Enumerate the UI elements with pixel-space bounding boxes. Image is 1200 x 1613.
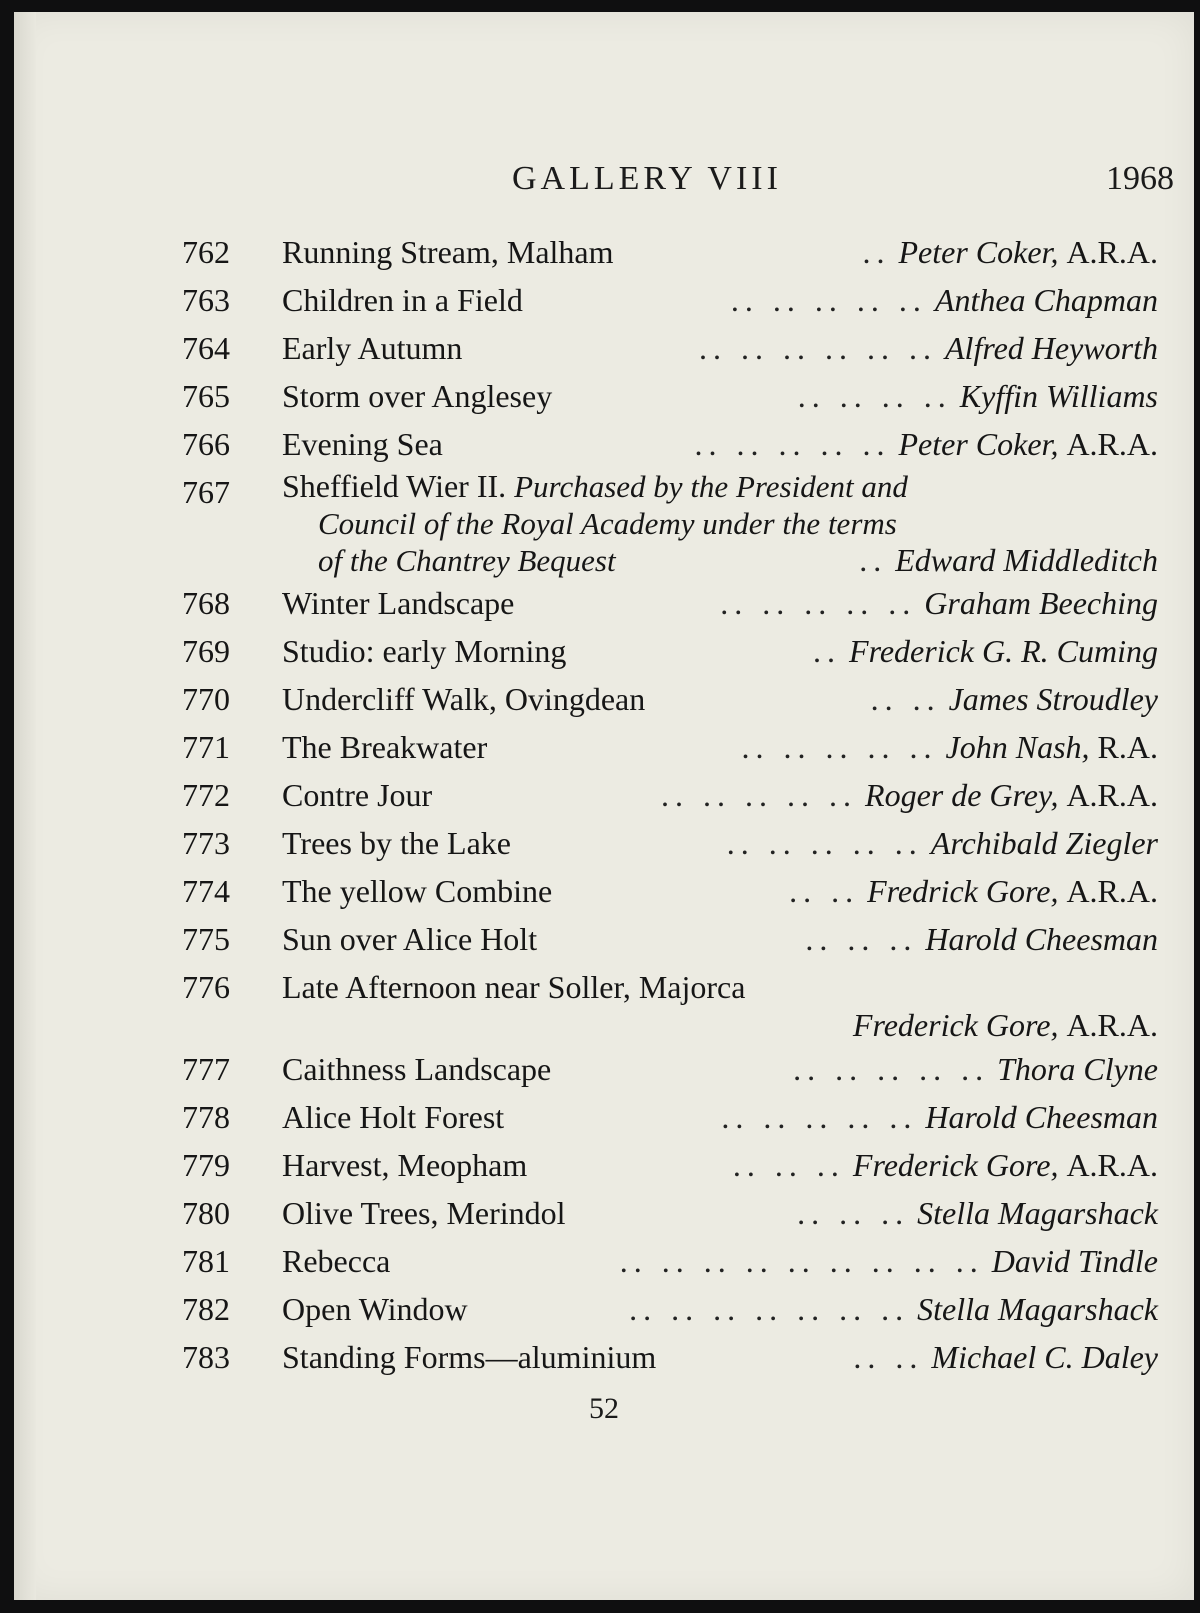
catalogue-entry <box>14 1333 1194 1381</box>
entry-note: Purchased by the President and <box>514 469 908 504</box>
artist-name: Roger de Grey, <box>865 777 1059 813</box>
catalogue-entry <box>14 324 1194 372</box>
page-number: 52 <box>589 1392 619 1425</box>
entry-artist <box>898 228 1158 276</box>
leader-dots: .. .. <box>870 681 941 717</box>
page-edge <box>14 12 36 1600</box>
entry-title: Contre Jour <box>282 777 433 813</box>
entry-number: 765 <box>182 378 230 414</box>
artist-name: Michael C. Daley <box>931 1339 1158 1375</box>
entry-number: 764 <box>182 330 230 366</box>
catalogue-entry <box>14 627 1194 675</box>
catalogue-entry <box>14 579 1194 627</box>
entry-artist <box>865 771 1158 819</box>
entry-title: Sun over Alice Holt <box>282 921 538 957</box>
leader-dots: .. .. <box>789 873 860 909</box>
artist-name: Harold Cheesman <box>925 1099 1158 1135</box>
gallery-title: GALLERY VIII <box>512 160 782 197</box>
artist-name: Graham Beeching <box>924 585 1158 621</box>
artist-honour: A.R.A. <box>1066 1147 1158 1183</box>
entry-number: 775 <box>182 921 230 957</box>
catalogue-entry <box>14 276 1194 324</box>
artist-name: Harold Cheesman <box>925 921 1158 957</box>
entry-artist <box>917 1189 1158 1237</box>
artist-name: John Nash, <box>945 729 1090 765</box>
entry-title: Early Autumn <box>282 330 463 366</box>
entry-artist <box>931 819 1158 867</box>
leader-dots: .. .. .. <box>732 1147 845 1183</box>
leader-dots: .. .. .. .. .. <box>720 585 917 621</box>
entry-title: Harvest, Meopham <box>282 1147 528 1183</box>
leader-dots: .. <box>862 234 891 270</box>
catalogue-entry <box>14 1093 1194 1141</box>
catalogue-entry <box>14 819 1194 867</box>
catalogue-entry <box>14 723 1194 771</box>
artist-honour: A.R.A. <box>1066 426 1158 462</box>
entry-title: Rebecca <box>282 1243 391 1279</box>
entry-title: Studio: early Morning <box>282 633 567 669</box>
catalogue-entry <box>14 1045 1194 1093</box>
entry-title: Open Window <box>282 1291 468 1327</box>
artist-name: Thora Clyne <box>997 1051 1158 1087</box>
artist-name: Frederick G. R. Cuming <box>849 633 1158 669</box>
entry-number: 776 <box>182 969 230 1005</box>
catalogue-entry <box>14 1189 1194 1237</box>
entry-number: 781 <box>182 1243 230 1279</box>
catalogue-entry <box>14 867 1194 915</box>
leader-dots: .. <box>859 542 888 578</box>
leader-dots: .. .. .. .. .. <box>661 777 858 813</box>
entry-number: 769 <box>182 633 230 669</box>
entry-title: The yellow Combine <box>282 873 553 909</box>
entry-artist <box>960 372 1158 420</box>
artist-name: James Stroudley <box>948 681 1158 717</box>
artist-name: David Tindle <box>991 1243 1158 1279</box>
catalogue-entry <box>14 771 1194 819</box>
artist-name: Frederick Gore, <box>852 1007 1059 1043</box>
artist-name: Archibald Ziegler <box>930 825 1158 861</box>
artist-honour: A.R.A. <box>1066 873 1158 909</box>
leader-dots: .. .. .. .. .. <box>726 825 923 861</box>
artist-name: Frederick Gore, <box>852 1147 1059 1183</box>
leader-dots: .. .. .. <box>805 921 918 957</box>
entry-number: 782 <box>182 1291 230 1327</box>
entry-number: 779 <box>182 1147 230 1183</box>
entry-number: 772 <box>182 777 230 813</box>
entry-title: Undercliff Walk, Ovingdean <box>282 681 646 717</box>
entry-title: Winter Landscape <box>282 585 515 621</box>
entry-artist <box>853 1141 1158 1189</box>
entry-artist <box>917 1285 1158 1333</box>
leader-dots: .. .. .. .. .. <box>793 1051 990 1087</box>
entry-title: Trees by the Lake <box>282 825 511 861</box>
catalogue-entry <box>14 372 1194 420</box>
artist-name: Stella Magarshack <box>917 1195 1158 1231</box>
entry-title: Children in a Field <box>282 282 523 318</box>
leader-dots: .. <box>813 633 842 669</box>
catalogue-entry <box>14 468 1194 579</box>
entry-number: 778 <box>182 1099 230 1135</box>
entry-artist <box>946 723 1158 771</box>
entry-artist <box>867 867 1158 915</box>
entry-artist <box>898 420 1158 468</box>
entry-artist <box>949 675 1158 723</box>
catalogue-entries <box>14 228 1194 1381</box>
leader-dots: .. .. .. .. .. .. .. <box>629 1291 910 1327</box>
leader-dots: .. .. .. .. <box>797 378 952 414</box>
entry-title: Late Afternoon near Soller, Majorca <box>282 969 746 1005</box>
leader-dots: .. .. .. .. .. <box>721 1099 918 1135</box>
leader-dots: .. .. .. .. .. .. <box>699 330 937 366</box>
catalogue-page <box>14 12 1194 1600</box>
entry-number: 762 <box>182 234 230 270</box>
entry-number: 770 <box>182 681 230 717</box>
entry-note: Council of the Royal Academy under the terms <box>318 506 897 541</box>
entry-number: 763 <box>182 282 230 318</box>
entry-note: of the Chantrey Bequest <box>318 543 616 578</box>
entry-title: Caithness Landscape <box>282 1051 552 1087</box>
entry-title: Storm over Anglesey <box>282 378 553 414</box>
entry-title: Evening Sea <box>282 426 443 462</box>
artist-honour: R.A. <box>1097 729 1158 765</box>
leader-dots: .. .. .. .. .. <box>694 426 891 462</box>
catalogue-entry <box>14 963 1194 1045</box>
entry-number: 777 <box>182 1051 230 1087</box>
entry-number: 766 <box>182 426 230 462</box>
leader-dots: .. .. .. .. .. <box>741 729 938 765</box>
artist-name: Kyffin Williams <box>959 378 1158 414</box>
entry-artist <box>992 1237 1158 1285</box>
artist-name: Fredrick Gore, <box>867 873 1059 909</box>
artist-name: Anthea Chapman <box>934 282 1158 318</box>
catalogue-entry <box>14 1237 1194 1285</box>
entry-title: Alice Holt Forest <box>282 1099 505 1135</box>
entry-artist <box>925 1093 1158 1141</box>
entry-artist <box>849 627 1158 675</box>
entry-artist <box>997 1045 1158 1093</box>
artist-honour: A.R.A. <box>1066 1007 1158 1043</box>
entry-number: 780 <box>182 1195 230 1231</box>
leader-dots: .. .. .. <box>797 1195 910 1231</box>
leader-dots: .. .. <box>853 1339 924 1375</box>
entry-artist <box>931 1333 1158 1381</box>
entry-artist <box>853 1005 1158 1045</box>
artist-name: Peter Coker, <box>898 426 1059 462</box>
artist-name: Edward Middleditch <box>895 542 1158 578</box>
catalogue-entry <box>14 228 1194 276</box>
entry-number: 771 <box>182 729 230 765</box>
entry-artist <box>935 276 1158 324</box>
artist-name: Peter Coker, <box>898 234 1059 270</box>
catalogue-entry <box>14 1285 1194 1333</box>
artist-name: Stella Magarshack <box>917 1291 1158 1327</box>
entry-number: 774 <box>182 873 230 909</box>
entry-title: Standing Forms—aluminium <box>282 1339 657 1375</box>
entry-artist <box>924 579 1158 627</box>
entry-artist <box>925 915 1158 963</box>
artist-honour: A.R.A. <box>1066 777 1158 813</box>
entry-title: Sheffield Wier II. <box>282 468 507 504</box>
entry-artist <box>945 324 1158 372</box>
page-header <box>14 160 1194 200</box>
entry-title: Running Stream, Malham <box>282 234 614 270</box>
catalogue-entry <box>14 675 1194 723</box>
entry-number: 767 <box>182 474 230 510</box>
entry-title: Olive Trees, Merindol <box>282 1195 566 1231</box>
entry-number: 773 <box>182 825 230 861</box>
catalogue-entry <box>14 420 1194 468</box>
artist-name: Alfred Heyworth <box>945 330 1158 366</box>
artist-honour: A.R.A. <box>1066 234 1158 270</box>
entry-number: 783 <box>182 1339 230 1375</box>
entry-artist <box>895 542 1158 579</box>
leader-dots: .. .. .. .. .. <box>730 282 927 318</box>
catalogue-entry <box>14 1141 1194 1189</box>
entry-title: The Breakwater <box>282 729 488 765</box>
year-label: 1968 <box>1106 160 1174 197</box>
entry-number: 768 <box>182 585 230 621</box>
catalogue-entry <box>14 915 1194 963</box>
leader-dots: .. .. .. .. .. .. .. .. .. <box>619 1243 984 1279</box>
